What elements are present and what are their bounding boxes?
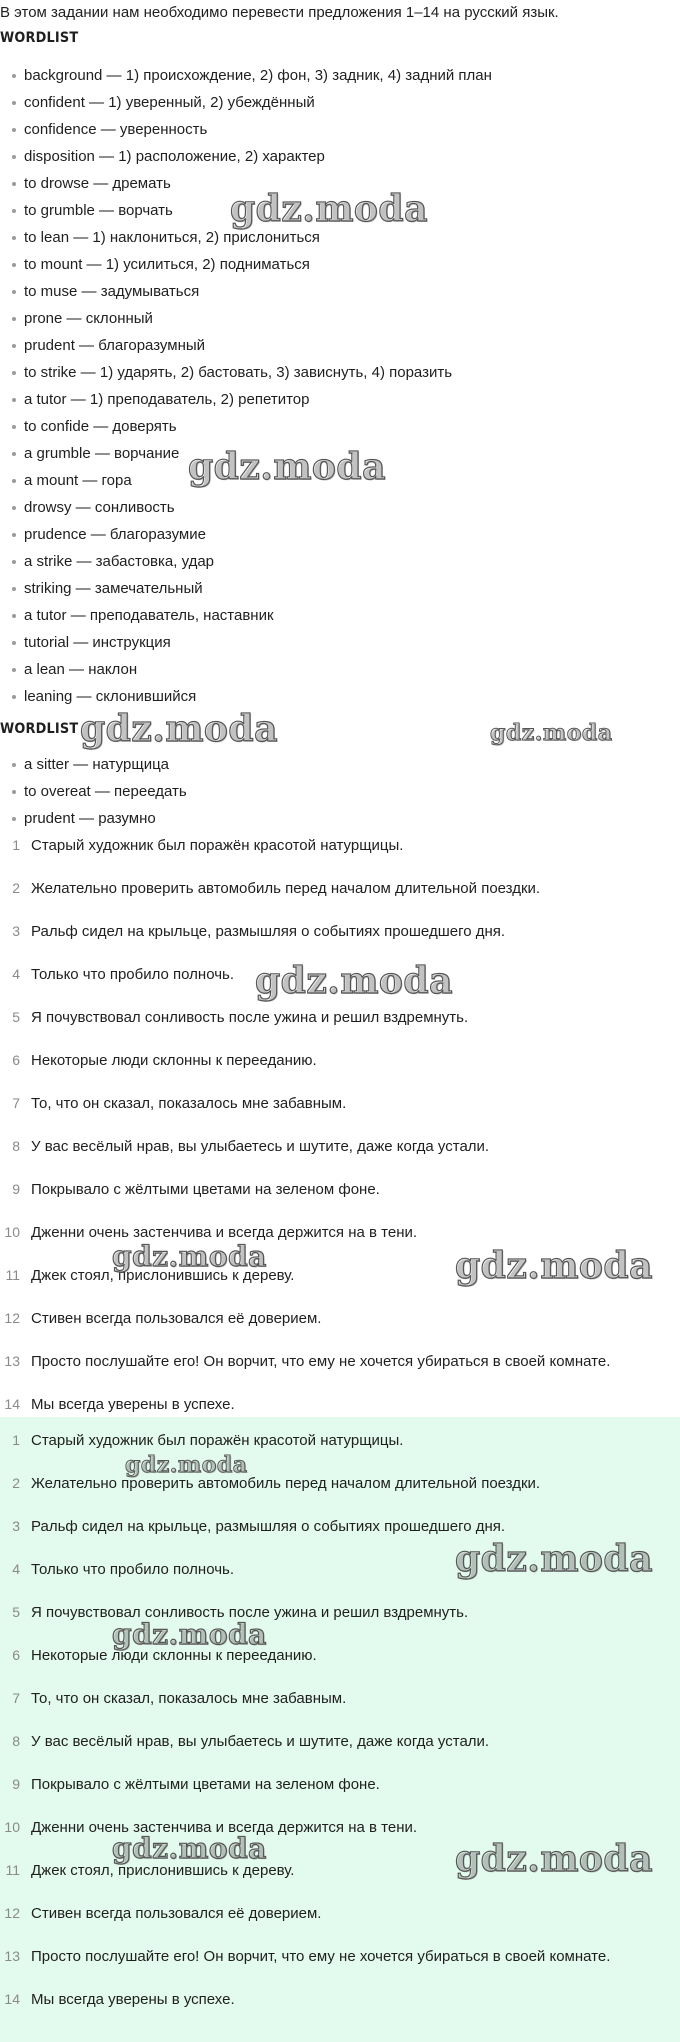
- sentence-number: 13: [4, 1353, 20, 1369]
- sentence-text: Ральф сидел на крыльце, размышляя о событиях прошедшего дня.: [31, 923, 506, 940]
- sentence-text: Просто послушайте его! Он ворчит, что ему не хочется убираться в своей комнате.: [31, 1948, 611, 1965]
- sentence-item: [0, 997, 680, 1040]
- sentence-number: 14: [4, 1991, 20, 2007]
- sentence-item: [0, 1764, 680, 1807]
- sentence-number: 4: [12, 966, 20, 982]
- sentence-number: 8: [12, 1733, 20, 1749]
- sentence-number: 7: [12, 1095, 20, 1111]
- watermark: gdz.moda: [80, 708, 278, 750]
- sentence-text: Старый художник был поражён красотой натурщицы.: [31, 837, 404, 854]
- sentence-text: Покрывало с жёлтыми цветами на зеленом фоне.: [31, 1776, 380, 1793]
- sentence-text: Некоторые люди склонны к перееданию.: [31, 1052, 317, 1069]
- wordlist-item: to drowse — дремать: [0, 170, 492, 197]
- wordlist-item: a tutor — преподаватель, наставник: [0, 602, 492, 629]
- wordlist-item: to lean — 1) наклониться, 2) прислониться: [0, 224, 492, 251]
- sentence-item: [0, 1341, 680, 1384]
- watermark: gdz.moda: [255, 960, 453, 1002]
- wordlist-item: a grumble — ворчание: [0, 440, 492, 467]
- sentence-item: [0, 1255, 680, 1298]
- sentence-item: [0, 1463, 680, 1506]
- sentence-number: 4: [12, 1561, 20, 1577]
- wordlist-item: striking — замечательный: [0, 575, 492, 602]
- sentence-number: 3: [12, 1518, 20, 1534]
- sentence-number: 14: [4, 1396, 20, 1412]
- sentence-text: То, что он сказал, показалось мне забавным.: [31, 1095, 347, 1112]
- wordlist-heading: WORDLIST: [0, 30, 79, 46]
- sentence-number: 3: [12, 923, 20, 939]
- sentence-number: 9: [12, 1181, 20, 1197]
- wordlist-item: to grumble — ворчать: [0, 197, 492, 224]
- sentence-number: 6: [12, 1052, 20, 1068]
- wordlist-item: to overeat — переедать: [0, 778, 187, 805]
- wordlist-item: leaning — склонившийся: [0, 683, 492, 710]
- sentence-number: 11: [5, 1862, 20, 1878]
- sentence-text: Я почувствовал сонливость после ужина и решил вздремнуть.: [31, 1604, 469, 1621]
- sentence-number: 10: [4, 1819, 20, 1835]
- sentence-number: 11: [5, 1267, 20, 1283]
- wordlist-item: to muse — задумываться: [0, 278, 492, 305]
- sentence-item: [0, 1807, 680, 1850]
- sentence-text: Мы всегда уверены в успехе.: [31, 1991, 235, 2008]
- wordlist-item: a tutor — 1) преподаватель, 2) репетитор: [0, 386, 492, 413]
- sentence-number: 2: [12, 1475, 20, 1491]
- sentence-text: Джек стоял, прислонившись к дереву.: [31, 1862, 295, 1879]
- sentence-item: [0, 1420, 680, 1463]
- sentence-item: [0, 1506, 680, 1549]
- sentence-number: 12: [4, 1905, 20, 1921]
- sentence-text: Покрывало с жёлтыми цветами на зеленом фоне.: [31, 1181, 380, 1198]
- wordlist-item: a strike — забастовка, удар: [0, 548, 492, 575]
- wordlist-item: background — 1) происхождение, 2) фон, 3) задник, 4) задний план: [0, 62, 492, 89]
- wordlist-item: prudence — благоразумие: [0, 521, 492, 548]
- sentence-number: 12: [4, 1310, 20, 1326]
- sentence-text: Только что пробило полночь.: [31, 966, 235, 983]
- watermark: gdz.moda: [112, 1240, 267, 1273]
- wordlist-item: a mount — гора: [0, 467, 492, 494]
- sentence-text: То, что он сказал, показалось мне забавным.: [31, 1690, 347, 1707]
- sentence-item: [0, 1083, 680, 1126]
- sentence-item: [0, 1850, 680, 1893]
- sentence-item: [0, 825, 680, 868]
- wordlist-item: drowsy — сонливость: [0, 494, 492, 521]
- sentence-text: Желательно проверить автомобиль перед началом длительной поездки.: [31, 1475, 541, 1492]
- wordlist-item: to mount — 1) усилиться, 2) подниматься: [0, 251, 492, 278]
- sentence-text: Просто послушайте его! Он ворчит, что ему не хочется убираться в своей комнате.: [31, 1353, 611, 1370]
- sentence-item: [0, 1592, 680, 1635]
- sentence-text: Дженни очень застенчива и всегда держится на в тени.: [31, 1224, 418, 1241]
- wordlist: [0, 62, 492, 710]
- sentence-text: Некоторые люди склонны к перееданию.: [31, 1647, 317, 1664]
- wordlist-item: prudent — разумно: [0, 805, 187, 832]
- sentence-item: [0, 1126, 680, 1169]
- wordlist-item: a sitter — натурщица: [0, 751, 187, 778]
- sentence-item: [0, 1298, 680, 1341]
- wordlist-2: [0, 751, 187, 832]
- wordlist-item: disposition — 1) расположение, 2) характер: [0, 143, 492, 170]
- wordlist-item: to confide — доверять: [0, 413, 492, 440]
- task-intro: В этом задании нам необходимо перевести предложения 1–14 на русский язык.: [0, 4, 559, 21]
- sentence-text: Только что пробило полночь.: [31, 1561, 235, 1578]
- sentence-item: [0, 1040, 680, 1083]
- sentence-item: [0, 1893, 680, 1936]
- sentence-number: 8: [12, 1138, 20, 1154]
- sentence-item: [0, 1979, 680, 2022]
- sentence-item: [0, 954, 680, 997]
- sentence-text: У вас весёлый нрав, вы улыбаетесь и шутите, даже когда устали.: [31, 1733, 490, 1750]
- sentence-text: Стивен всегда пользовался её доверием.: [31, 1905, 322, 1922]
- sentence-number: 9: [12, 1776, 20, 1792]
- sentence-item: [0, 1721, 680, 1764]
- sentence-text: Желательно проверить автомобиль перед началом длительной поездки.: [31, 880, 541, 897]
- sentence-number: 10: [4, 1224, 20, 1240]
- wordlist-item: confident — 1) уверенный, 2) убеждённый: [0, 89, 492, 116]
- wordlist-item: tutorial — инструкция: [0, 629, 492, 656]
- sentence-text: Старый художник был поражён красотой натурщицы.: [31, 1432, 404, 1449]
- sentence-item: [0, 1635, 680, 1678]
- sentence-item: [0, 1549, 680, 1592]
- sentence-item: [0, 911, 680, 954]
- watermark: gdz.moda: [230, 188, 428, 230]
- wordlist-item: a lean — наклон: [0, 656, 492, 683]
- sentence-text: Стивен всегда пользовался её доверием.: [31, 1310, 322, 1327]
- sentence-text: Дженни очень застенчива и всегда держится на в тени.: [31, 1819, 418, 1836]
- sentence-item: [0, 868, 680, 911]
- sentence-item: [0, 1678, 680, 1721]
- wordlist-item: to strike — 1) ударять, 2) бастовать, 3) зависнуть, 4) поразить: [0, 359, 492, 386]
- sentence-item: [0, 1212, 680, 1255]
- sentence-number: 1: [12, 837, 20, 853]
- sentence-text: Джек стоял, прислонившись к дереву.: [31, 1267, 295, 1284]
- wordlist-heading-2: WORDLIST: [0, 721, 79, 737]
- sentence-text: У вас весёлый нрав, вы улыбаетесь и шутите, даже когда устали.: [31, 1138, 490, 1155]
- sentence-number: 5: [12, 1009, 20, 1025]
- sentence-number: 6: [12, 1647, 20, 1663]
- sentence-number: 13: [4, 1948, 20, 1964]
- sentence-text: Ральф сидел на крыльце, размышляя о событиях прошедшего дня.: [31, 1518, 506, 1535]
- wordlist-item: confidence — уверенность: [0, 116, 492, 143]
- sentence-list-task: [0, 825, 680, 1427]
- sentence-number: 7: [12, 1690, 20, 1706]
- wordlist-item: prone — склонный: [0, 305, 492, 332]
- sentence-text: Я почувствовал сонливость после ужина и решил вздремнуть.: [31, 1009, 469, 1026]
- watermark: gdz.moda: [490, 720, 613, 746]
- sentence-item: [0, 1169, 680, 1212]
- sentence-number: 1: [12, 1432, 20, 1448]
- sentence-number: 2: [12, 880, 20, 896]
- sentence-list-answer: [0, 1420, 680, 2022]
- sentence-item: [0, 1936, 680, 1979]
- sentence-number: 5: [12, 1604, 20, 1620]
- wordlist-item: prudent — благоразумный: [0, 332, 492, 359]
- sentence-text: Мы всегда уверены в успехе.: [31, 1396, 235, 1413]
- watermark: gdz.moda: [455, 1245, 653, 1287]
- watermark: gdz.moda: [188, 446, 386, 488]
